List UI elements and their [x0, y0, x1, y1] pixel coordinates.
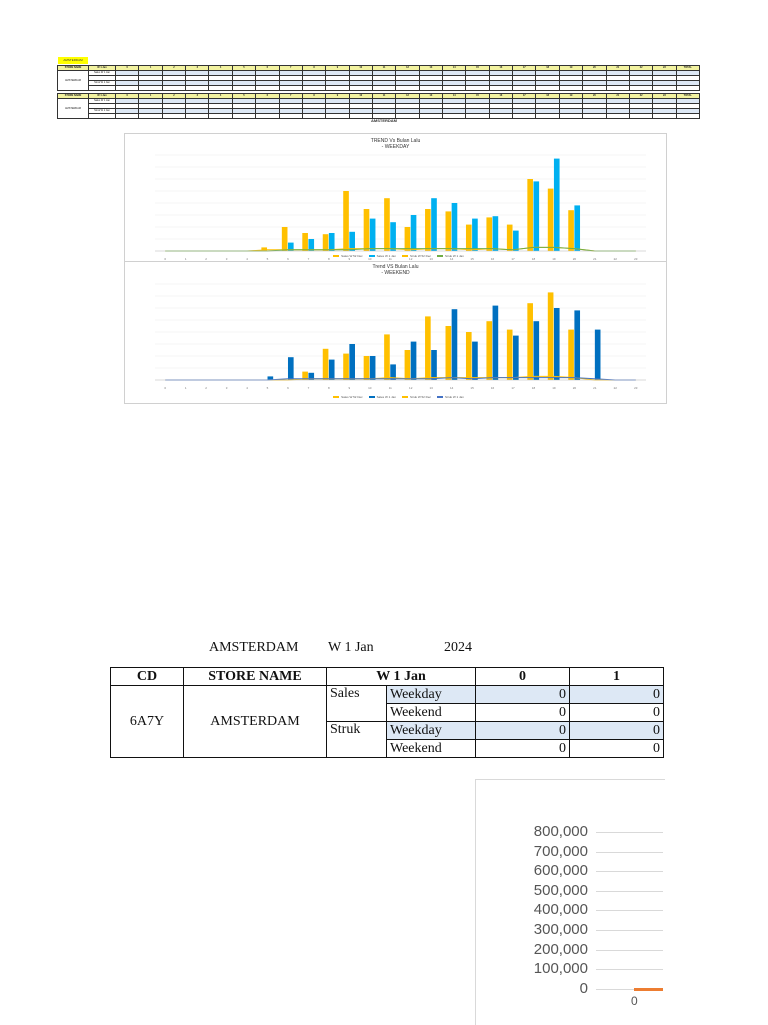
doc-year: 2024	[444, 640, 472, 655]
bar-curr	[574, 310, 580, 380]
group-label-sales: Sales	[327, 686, 387, 722]
bar-curr	[349, 344, 355, 380]
bar-curr	[513, 231, 519, 251]
bar-curr	[554, 159, 560, 251]
bar-curr	[554, 308, 560, 380]
row-label: Weekday	[387, 686, 476, 704]
mini-header-cell: 3	[186, 94, 209, 99]
x-tick-label: 17	[511, 257, 515, 261]
x-tick-label: 13	[429, 386, 433, 390]
legend-swatch	[369, 255, 375, 257]
bar-curr	[472, 342, 478, 380]
bar-prev	[548, 189, 554, 251]
legend-label: Struk W 1 Jan	[445, 395, 464, 399]
mini-header-cell: TOTAL	[676, 66, 699, 71]
bar-curr	[370, 356, 376, 380]
mini-header-cell: 12	[396, 66, 419, 71]
x-tick-label: 2	[205, 386, 207, 390]
gridline	[596, 930, 663, 931]
mini-header-cell: 23	[653, 94, 676, 99]
mini-value-cell	[606, 86, 629, 91]
legend-swatch	[437, 396, 443, 398]
value-cell: 0	[476, 722, 570, 740]
x-tick-label: 1	[184, 257, 187, 261]
mini-value-cell	[256, 86, 279, 91]
mini-value-cell	[583, 86, 606, 91]
mini-value-cell	[279, 114, 302, 119]
bar-curr	[533, 321, 539, 380]
mini-caption: AMSTERDAM	[371, 118, 397, 123]
mini-value-cell	[466, 86, 489, 91]
mini-value-cell	[186, 114, 209, 119]
header-store-name: STORE NAME	[184, 668, 327, 686]
x-tick-label: 6	[287, 257, 289, 261]
bar-curr	[452, 203, 458, 251]
bar-prev	[486, 217, 492, 251]
gridline	[596, 891, 663, 892]
mini-header-cell: 5	[232, 66, 255, 71]
gridline	[596, 832, 663, 833]
bar-curr	[493, 306, 499, 380]
legend-swatch	[402, 396, 408, 398]
x-tick-label: 3	[225, 386, 228, 390]
mini-value-cell	[256, 114, 279, 119]
legend-label: Struk W 1 Jan	[445, 254, 464, 258]
mini-header-cell: 1	[139, 66, 162, 71]
mini-store-cell: AMSTERDAM	[58, 71, 89, 91]
store-summary-table	[110, 667, 664, 758]
store-tag: AMSTERDAM	[58, 57, 88, 64]
mini-value-cell	[209, 114, 232, 119]
mini-value-cell	[139, 114, 162, 119]
row-label: Weekend	[387, 740, 476, 758]
x-tick-label: 14	[449, 257, 454, 261]
table-header-row	[111, 668, 664, 686]
y-tick-label: 700,000	[533, 842, 588, 860]
y-tick-label: 0	[579, 979, 588, 997]
weekend-chart-title: Trend VS Bulan Lalu - WEEKEND	[372, 264, 419, 276]
mini-value-cell	[559, 114, 582, 119]
store-name-cell: AMSTERDAM	[184, 686, 327, 758]
x-tick-label: 20	[572, 257, 577, 261]
mini-value-cell	[466, 114, 489, 119]
mini-value-cell	[232, 86, 255, 91]
header-cd: CD	[111, 668, 184, 686]
value-cell: 0	[476, 704, 570, 722]
mini-header-cell: 2	[162, 94, 185, 99]
bar-prev	[568, 330, 574, 380]
row-label: Weekday	[387, 722, 476, 740]
gridline	[596, 852, 663, 853]
mini-row-label	[89, 114, 116, 119]
legend-swatch	[333, 396, 339, 398]
mini-header-cell: 4	[209, 66, 232, 71]
mini-value-cell	[536, 114, 559, 119]
x-tick-label: 8	[328, 386, 330, 390]
mini-header-cell: TOTAL	[676, 94, 699, 99]
mini-value-cell	[139, 86, 162, 91]
mini-row	[58, 86, 700, 91]
y-tick-label: 600,000	[533, 862, 588, 880]
x-tick-label: 2	[205, 257, 207, 261]
mini-header-cell: 22	[629, 94, 652, 99]
mini-value-cell	[653, 114, 676, 119]
mini-value-cell	[209, 86, 232, 91]
bar-prev	[527, 303, 533, 380]
x-tick-label: 0	[631, 993, 638, 1008]
mini-header-cell: 13	[419, 94, 442, 99]
mini-value-cell	[676, 114, 699, 119]
mini-row-label: Sales W 1 Jan	[89, 99, 116, 104]
mini-header-cell: 21	[606, 66, 629, 71]
hourly-summary-table-2	[57, 93, 700, 119]
doc-store-name: AMSTERDAM	[209, 640, 299, 655]
mini-row-label: Struk W 1 Jan	[89, 109, 116, 114]
mini-value-cell	[629, 114, 652, 119]
bar-prev	[343, 354, 349, 380]
mini-header-cell: 9	[326, 94, 349, 99]
trend-charts-frame	[124, 133, 667, 404]
bar-curr	[308, 239, 314, 251]
bar-prev	[446, 211, 452, 251]
x-tick-label: 6	[287, 386, 289, 390]
mini-value-cell	[279, 86, 302, 91]
x-tick-label: 22	[613, 386, 617, 390]
bar-curr	[493, 216, 499, 251]
mini-header-cell: 17	[513, 94, 536, 99]
bar-prev	[446, 326, 452, 380]
mini-value-cell	[489, 114, 512, 119]
doc-week-label: W 1 Jan	[328, 640, 374, 655]
bar-prev	[302, 233, 308, 251]
mini-header-cell: 11	[372, 66, 395, 71]
mini-store-cell: AMSTERDAM	[58, 99, 89, 119]
y-tick-label: 100,000	[533, 960, 588, 978]
bar-prev	[507, 225, 513, 251]
mini-header-cell: 22	[629, 66, 652, 71]
mini-header-cell: 13	[419, 66, 442, 71]
bar-prev	[282, 227, 288, 251]
mini-value-cell	[536, 86, 559, 91]
legend-label: Struk W 52 Dec	[410, 395, 432, 399]
bar-curr	[574, 205, 580, 251]
bar-prev	[548, 292, 554, 380]
x-tick-label: 12	[409, 257, 413, 261]
mini-header-cell: 11	[372, 94, 395, 99]
x-tick-label: 8	[328, 257, 330, 261]
mini-header-cell: 10	[349, 94, 372, 99]
mini-value-cell	[372, 86, 395, 91]
bar-prev	[466, 225, 472, 251]
mini-header-cell: 14	[443, 66, 466, 71]
x-tick-label: 7	[307, 257, 310, 261]
mini-header-cell: 20	[583, 66, 606, 71]
mini-value-cell	[419, 86, 442, 91]
mini-header-cell: 9	[326, 66, 349, 71]
header-col-0: 0	[476, 668, 570, 686]
weekday-trend-chart	[125, 150, 666, 265]
mini-value-cell	[116, 86, 139, 91]
hourly-summary-table-1	[57, 65, 700, 91]
bar-curr	[513, 336, 519, 380]
bar-prev	[364, 356, 370, 380]
x-tick-label: 11	[388, 386, 392, 390]
weekend-chart-legend	[125, 395, 666, 399]
bar-curr	[431, 350, 437, 380]
mini-value-cell	[489, 86, 512, 91]
mini-row-label: Struk W 1 Jan	[89, 81, 116, 86]
series-line	[165, 376, 636, 380]
x-tick-label: 20	[572, 386, 577, 390]
x-tick-label: 11	[388, 257, 392, 261]
x-tick-label: 16	[490, 257, 495, 261]
mini-header-cell: 7	[279, 66, 302, 71]
value-cell: 0	[570, 704, 664, 722]
x-tick-label: 21	[593, 257, 597, 261]
y-tick-label: 300,000	[533, 921, 588, 938]
mini-header-cell: 2	[162, 66, 185, 71]
bar-prev	[384, 334, 390, 380]
mini-value-cell	[629, 86, 652, 91]
mini-header-cell: 23	[653, 66, 676, 71]
mini-header-cell: 19	[559, 66, 582, 71]
x-tick-label: 10	[368, 257, 372, 261]
x-tick-label: 0	[164, 257, 167, 261]
x-tick-label: 22	[613, 257, 617, 261]
gridline	[596, 910, 663, 911]
mini-value-cell	[162, 86, 185, 91]
mini-value-cell	[653, 86, 676, 91]
legend-label: Sales W 1 Jan	[376, 395, 396, 399]
mini-value-cell	[606, 114, 629, 119]
x-tick-label: 21	[593, 386, 597, 390]
mini-header-cell: 10	[349, 66, 372, 71]
mini-header-cell: 5	[232, 94, 255, 99]
group-label-struk: Struk	[327, 722, 387, 758]
y-tick-label: 400,000	[533, 901, 588, 919]
x-tick-label: 3	[225, 257, 228, 261]
mini-header-cell: 7	[279, 94, 302, 99]
bar-curr	[411, 342, 417, 380]
value-cell: 0	[570, 722, 664, 740]
mini-header-cell: STORE NAME	[58, 94, 89, 99]
x-tick-label: 15	[470, 257, 474, 261]
series-line	[634, 988, 663, 991]
y-tick-label: 800,000	[533, 823, 588, 840]
row-label: Weekend	[387, 704, 476, 722]
mini-value-cell	[443, 86, 466, 91]
mini-header-cell: 17	[513, 66, 536, 71]
mini-header-cell: 6	[256, 94, 279, 99]
value-cell: 0	[476, 686, 570, 704]
y-tick-label: 500,000	[533, 881, 588, 899]
cd-cell: 6A7Y	[111, 686, 184, 758]
sales-axis-chart	[475, 779, 665, 1025]
mini-header-cell: 20	[583, 94, 606, 99]
legend-label: Sales W 1 Jan	[376, 254, 396, 258]
legend-label: Struk W 52 Dec	[410, 254, 432, 258]
bar-curr	[390, 222, 396, 251]
mini-header-cell: W 1 Jan	[89, 94, 116, 99]
mini-header-cell: 18	[536, 94, 559, 99]
mini-header-cell: 0	[116, 66, 139, 71]
mini-value-cell	[116, 114, 139, 119]
mini-header-cell: 1	[139, 94, 162, 99]
legend-swatch	[369, 396, 375, 398]
bar-prev	[384, 198, 390, 251]
bar-curr	[452, 309, 458, 380]
x-tick-label: 18	[531, 257, 536, 261]
bar-prev	[568, 210, 574, 251]
mini-header-cell: 15	[466, 94, 489, 99]
x-tick-label: 19	[552, 386, 556, 390]
mini-header-cell: 3	[186, 66, 209, 71]
bar-prev	[466, 332, 472, 380]
mini-header-cell: 8	[302, 94, 325, 99]
mini-value-cell	[326, 86, 349, 91]
value-cell: 0	[570, 740, 664, 758]
mini-header-cell: 12	[396, 94, 419, 99]
bar-prev	[405, 227, 411, 251]
mini-header-cell: 0	[116, 94, 139, 99]
bar-curr	[329, 233, 335, 251]
y-tick-label: 200,000	[533, 940, 588, 958]
bar-curr	[411, 215, 417, 251]
bar-prev	[527, 179, 533, 251]
x-tick-label: 23	[634, 257, 638, 261]
legend-label: Sales W 52 Dec	[341, 254, 363, 258]
x-tick-label: 19	[552, 257, 556, 261]
bar-prev	[507, 330, 513, 380]
mini-header-cell: 4	[209, 94, 232, 99]
mini-value-cell	[162, 114, 185, 119]
bar-curr	[431, 198, 437, 251]
mini-row-label: Sales W 1 Jan	[89, 71, 116, 76]
mini-value-cell	[349, 86, 372, 91]
mini-header-cell: 14	[443, 94, 466, 99]
mini-row-label	[89, 86, 116, 91]
mini-header-cell: 18	[536, 66, 559, 71]
x-tick-label: 1	[184, 386, 187, 390]
x-tick-label: 23	[634, 386, 638, 390]
x-tick-label: 14	[449, 386, 454, 390]
weekday-chart-title: TREND Vs Bulan Lalu - WEEKDAY	[370, 138, 421, 150]
weekend-trend-chart	[125, 279, 666, 394]
x-tick-label: 18	[531, 386, 536, 390]
bar-prev	[323, 349, 329, 380]
x-tick-label: 0	[164, 386, 167, 390]
x-tick-label: 5	[266, 386, 269, 390]
gridline	[596, 950, 663, 951]
mini-header-cell: 8	[302, 66, 325, 71]
bar-prev	[343, 191, 349, 251]
bar-curr	[472, 219, 478, 251]
bar-prev	[425, 316, 431, 380]
x-tick-label: 10	[368, 386, 372, 390]
gridline	[596, 969, 663, 970]
mini-value-cell	[513, 114, 536, 119]
gridline	[596, 871, 663, 872]
header-week: W 1 Jan	[327, 668, 476, 686]
x-tick-label: 13	[429, 257, 433, 261]
mini-header-cell: STORE NAME	[58, 66, 89, 71]
mini-value-cell	[302, 86, 325, 91]
mini-value-cell	[583, 114, 606, 119]
bar-curr	[288, 357, 294, 380]
x-tick-label: 17	[511, 386, 515, 390]
bar-prev	[323, 234, 329, 251]
mini-header-cell: 16	[489, 94, 512, 99]
x-tick-label: 16	[490, 386, 495, 390]
mini-header-cell: 21	[606, 94, 629, 99]
mini-value-cell	[186, 86, 209, 91]
x-tick-label: 9	[348, 257, 351, 261]
legend-swatch	[333, 255, 339, 257]
x-tick-label: 7	[307, 386, 310, 390]
value-cell: 0	[570, 686, 664, 704]
x-tick-label: 4	[246, 386, 248, 390]
mini-value-cell	[396, 86, 419, 91]
x-tick-label: 12	[409, 386, 413, 390]
weekday-chart-legend	[125, 254, 666, 258]
bar-curr	[329, 360, 335, 380]
x-tick-label: 9	[348, 386, 351, 390]
mini-header-cell: W 1 Jan	[89, 66, 116, 71]
header-col-1: 1	[570, 668, 664, 686]
bar-prev	[405, 350, 411, 380]
bar-curr	[595, 330, 601, 380]
legend-swatch	[437, 255, 443, 257]
table-row	[111, 686, 664, 704]
mini-header-cell: 6	[256, 66, 279, 71]
bar-prev	[486, 321, 492, 380]
bar-prev	[364, 209, 370, 251]
mini-value-cell	[232, 114, 255, 119]
value-cell: 0	[476, 740, 570, 758]
mini-header-cell: 19	[559, 94, 582, 99]
x-tick-label: 4	[246, 257, 248, 261]
mini-value-cell	[676, 86, 699, 91]
x-tick-label: 5	[266, 257, 269, 261]
mini-header-cell: 15	[466, 66, 489, 71]
mini-header-cell: 16	[489, 66, 512, 71]
mini-value-cell	[513, 86, 536, 91]
x-tick-label: 15	[470, 386, 474, 390]
mini-value-cell	[559, 86, 582, 91]
bar-prev	[425, 209, 431, 251]
bar-curr	[370, 219, 376, 251]
legend-swatch	[402, 255, 408, 257]
bar-curr	[533, 181, 539, 251]
legend-label: Sales W 52 Dec	[341, 395, 363, 399]
